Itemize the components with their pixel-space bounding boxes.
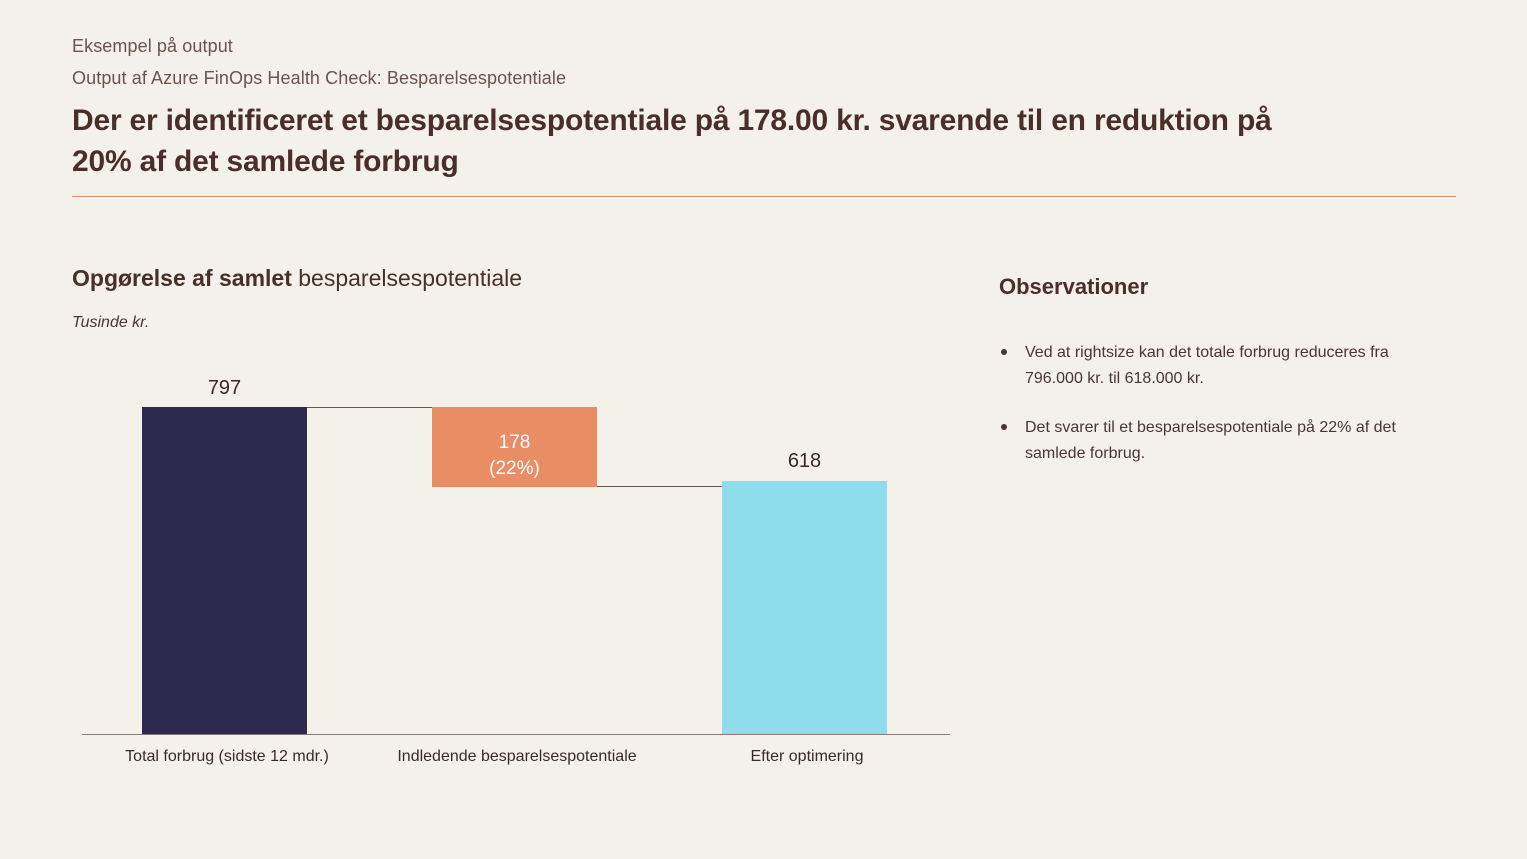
bullet-icon	[1001, 349, 1007, 355]
observation-text: Det svarer til et besparelsespotentiale på 22% af det samlede forbrug.	[1025, 418, 1396, 463]
observation-text: Ved at rightsize kan det totale forbrug reduceres fra 796.000 kr. til 618.000 kr.	[1025, 344, 1389, 388]
x-tick-label-2: Efter optimering	[750, 748, 864, 765]
list-item	[999, 415, 1449, 468]
eyebrow-text: Eksempel på output	[72, 36, 233, 56]
subeyebrow-text: Output af Azure FinOps Health Check: Besparelsespotentiale	[72, 68, 567, 88]
chart-title	[72, 265, 522, 292]
header-divider	[72, 196, 1456, 197]
x-tick-label-1: Indledende besparelsespotentiale	[397, 748, 637, 765]
bar-label-saving	[432, 430, 597, 483]
x-axis-line	[82, 734, 950, 735]
bullet-icon	[1001, 424, 1007, 430]
observations-list	[999, 340, 1449, 490]
chart-unit-label: Tusinde kr.	[72, 314, 150, 331]
connector-line-2	[597, 486, 722, 487]
bar-label-after: 618	[787, 450, 822, 472]
connector-line-1	[307, 407, 432, 408]
bar-label-saving-value: 178	[498, 431, 531, 453]
bar-label-total: 797	[207, 377, 242, 399]
chart-title-bold: Opgørelse af samlet	[72, 265, 292, 291]
bar-label-saving-pct: (22%)	[489, 458, 540, 480]
list-item	[999, 340, 1449, 393]
page-title: Der er identificeret et besparelsespotentiale på 178.00 kr. svarende til en reduktion på 20% af det samlede forbrug	[72, 104, 1272, 179]
bar-total-forbrug	[142, 407, 307, 734]
chart-title-rest: besparelsespotentiale	[291, 265, 523, 291]
waterfall-chart	[82, 360, 952, 735]
bar-efter-optimering	[722, 481, 887, 734]
observations-title: Observationer	[999, 274, 1149, 299]
x-tick-label-0: Total forbrug (sidste 12 mdr.)	[125, 748, 329, 765]
